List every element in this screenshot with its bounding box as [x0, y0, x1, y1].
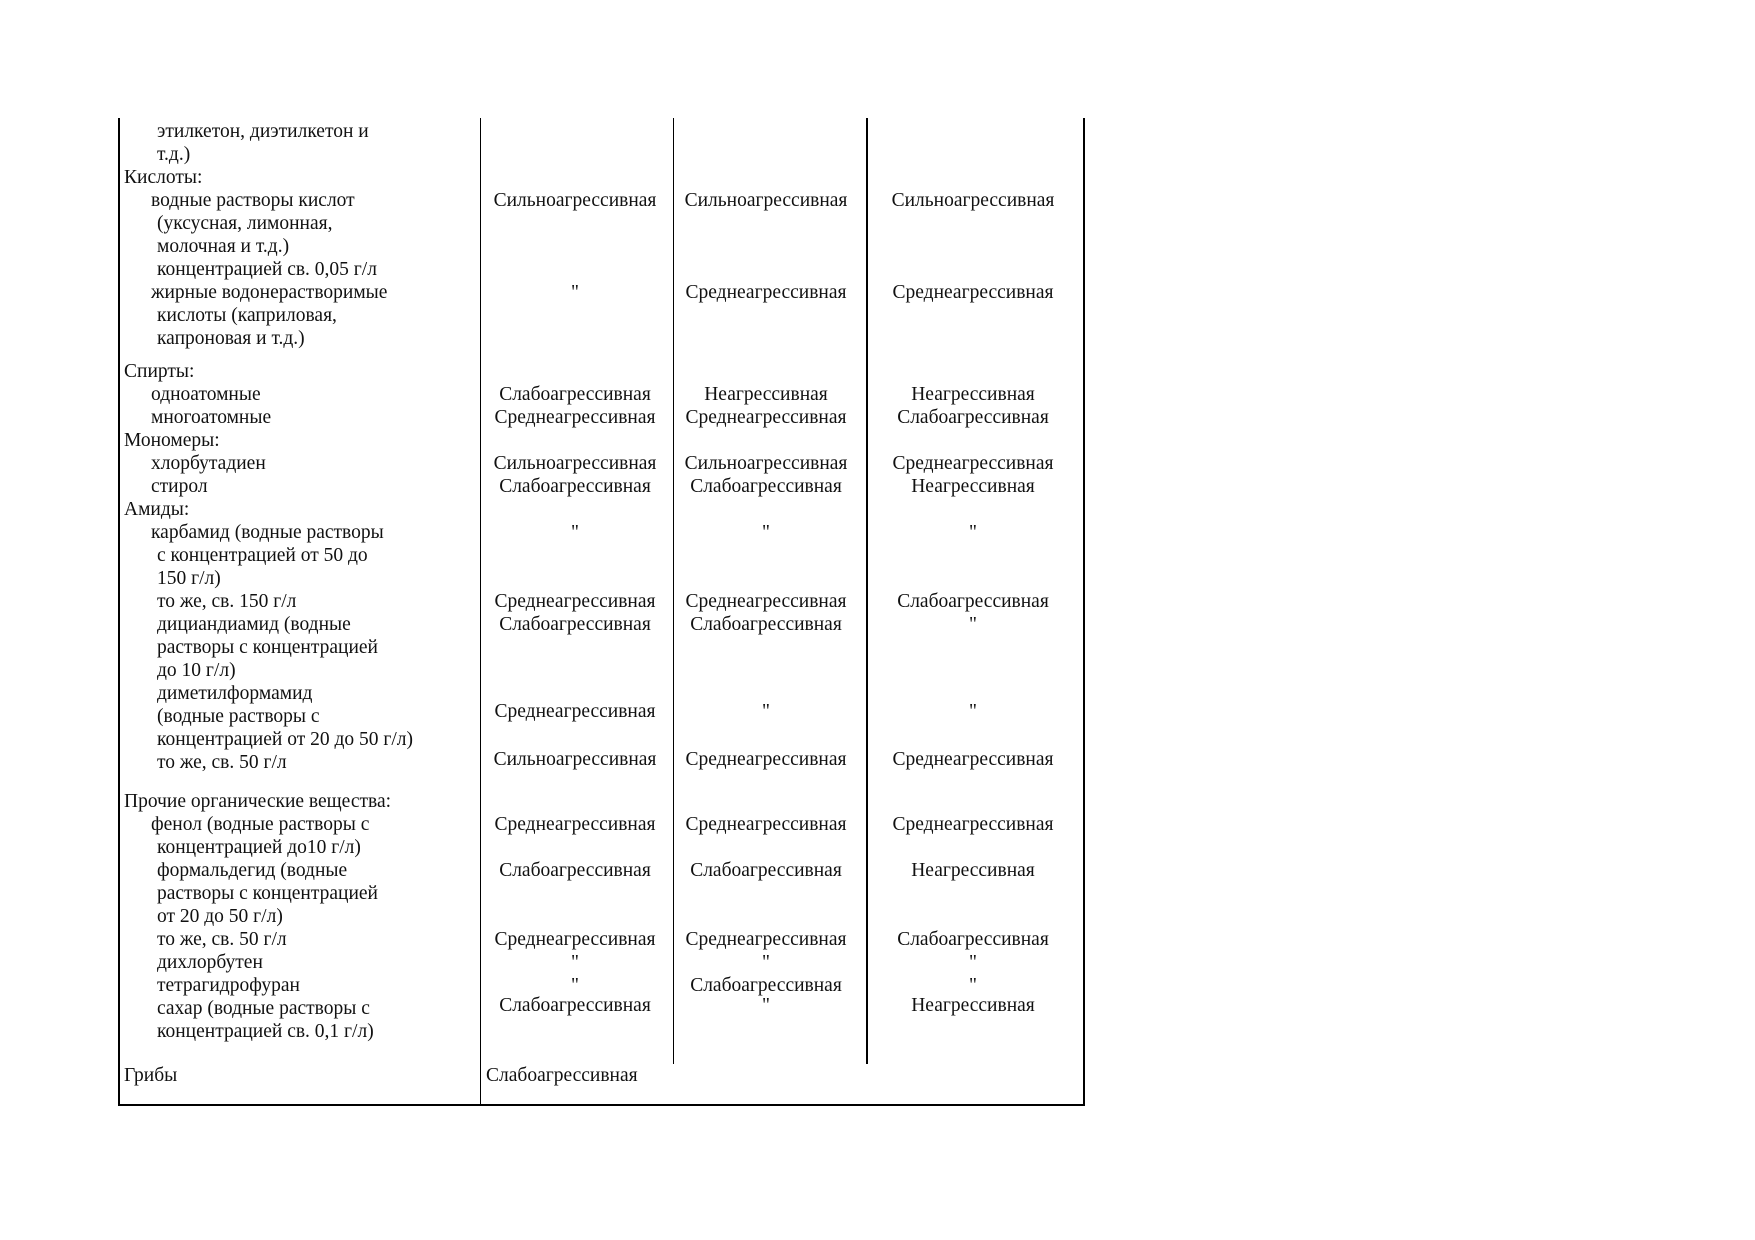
row-label: молочная и т.д.) — [157, 236, 290, 257]
aggressiveness-cell: Неагрессивная — [911, 384, 1035, 405]
aggressiveness-cell: " — [571, 282, 579, 303]
aggressiveness-cell: Сильноагрессивная — [493, 749, 657, 770]
aggressiveness-cell: Слабоагрессивная — [499, 995, 651, 1016]
aggressiveness-cell: Среднеагрессивная — [685, 407, 847, 428]
aggressiveness-cell: Среднеагрессивная — [685, 929, 847, 950]
aggressiveness-cell: " — [571, 975, 579, 996]
aggressiveness-cell: " — [762, 952, 770, 973]
aggressiveness-cell: Слабоагрессивная — [690, 860, 842, 881]
row-label: (водные растворы с — [157, 706, 320, 727]
row-label: тетрагидрофуран — [157, 975, 300, 996]
row-label: этилкетон, диэтилкетон и — [157, 121, 369, 142]
row-label: сахар (водные растворы с — [157, 998, 370, 1019]
row-label: растворы с концентрацией — [157, 883, 378, 904]
aggressiveness-cell: Сильноагрессивная — [684, 190, 848, 211]
aggressiveness-cell: Среднеагрессивная — [892, 814, 1054, 835]
row-label: Прочие органические вещества: — [124, 791, 392, 812]
row-label: стирол — [151, 476, 208, 497]
row-label: растворы с концентрацией — [157, 637, 378, 658]
row-label: хлорбутадиен — [151, 453, 266, 474]
row-label: дициандиамид (водные — [157, 614, 351, 635]
aggressiveness-cell: " — [762, 701, 770, 722]
aggressiveness-cell: " — [571, 952, 579, 973]
aggressiveness-cell: Среднеагрессивная — [685, 591, 847, 612]
aggressiveness-cell: Слабоагрессивная — [499, 614, 651, 635]
aggressiveness-cell: Среднеагрессивная — [685, 282, 847, 303]
aggressiveness-cell: Сильноагрессивная — [684, 453, 848, 474]
row-label: дихлорбутен — [157, 952, 263, 973]
aggressiveness-cell: " — [762, 522, 770, 543]
aggressiveness-cell: Среднеагрессивная — [892, 453, 1054, 474]
aggressiveness-cell: Среднеагрессивная — [892, 282, 1054, 303]
row-label: с концентрацией от 50 до — [157, 545, 368, 566]
table-left-border — [118, 118, 120, 1106]
final-row-value: Слабоагрессивная — [486, 1065, 638, 1086]
aggressiveness-cell: Слабоагрессивная — [897, 591, 1049, 612]
aggressiveness-cell: Неагрессивная — [704, 384, 828, 405]
aggressiveness-cell: Сильноагрессивная — [493, 453, 657, 474]
aggressiveness-cell: Среднеагрессивная — [494, 701, 656, 722]
column-divider-2 — [673, 118, 674, 1064]
aggressiveness-cell: " — [762, 995, 770, 1016]
row-label: жирные водонерастворимые — [151, 282, 388, 303]
aggressiveness-cell: " — [969, 701, 977, 722]
row-label: то же, св. 50 г/л — [157, 752, 287, 773]
aggressiveness-cell: Слабоагрессивная — [690, 476, 842, 497]
aggressiveness-cell: Среднеагрессивная — [494, 407, 656, 428]
row-label: водные растворы кислот — [151, 190, 355, 211]
table-bottom-border — [118, 1104, 1085, 1106]
row-label: то же, св. 50 г/л — [157, 929, 287, 950]
aggressiveness-cell: " — [969, 522, 977, 543]
aggressiveness-cell: Неагрессивная — [911, 860, 1035, 881]
row-label: концентрацией св. 0,05 г/л — [157, 259, 377, 280]
column-divider-1 — [480, 118, 481, 1106]
aggressiveness-cell: Слабоагрессивная — [499, 384, 651, 405]
table-right-border — [1083, 118, 1085, 1106]
row-label: многоатомные — [151, 407, 272, 428]
row-label: от 20 до 50 г/л) — [157, 906, 283, 927]
row-label: капроновая и т.д.) — [157, 328, 305, 349]
row-label: диметилформамид — [157, 683, 313, 704]
aggressiveness-cell: Слабоагрессивная — [499, 860, 651, 881]
row-label: одноатомные — [151, 384, 261, 405]
aggressiveness-cell: " — [969, 952, 977, 973]
row-label: карбамид (водные растворы — [151, 522, 384, 543]
aggressiveness-cell: Среднеагрессивная — [685, 749, 847, 770]
aggressiveness-cell: Среднеагрессивная — [494, 591, 656, 612]
row-label: Амиды: — [124, 499, 190, 520]
row-label: то же, св. 150 г/л — [157, 591, 297, 612]
aggressiveness-cell: " — [571, 522, 579, 543]
row-label: концентрацией до10 г/л) — [157, 837, 361, 858]
row-label: концентрацией св. 0,1 г/л) — [157, 1021, 374, 1042]
row-label: Кислоты: — [124, 167, 203, 188]
aggressiveness-cell: Среднеагрессивная — [685, 814, 847, 835]
aggressiveness-cell: Сильноагрессивная — [493, 190, 657, 211]
aggressiveness-cell: Сильноагрессивная — [891, 190, 1055, 211]
row-label: 150 г/л) — [157, 568, 221, 589]
aggressiveness-cell: Неагрессивная — [911, 476, 1035, 497]
aggressiveness-cell: Слабоагрессивная — [690, 975, 842, 996]
aggressiveness-cell: Слабоагрессивная — [897, 407, 1049, 428]
aggressiveness-cell: Слабоагрессивная — [690, 614, 842, 635]
aggressiveness-cell: Неагрессивная — [911, 995, 1035, 1016]
row-label: фенол (водные растворы с — [151, 814, 370, 835]
row-label: (уксусная, лимонная, — [157, 213, 333, 234]
aggressiveness-cell: Среднеагрессивная — [494, 929, 656, 950]
final-row-label: Грибы — [124, 1065, 178, 1086]
row-label: кислоты (каприловая, — [157, 305, 337, 326]
row-label: Спирты: — [124, 361, 195, 382]
row-label: т.д.) — [157, 144, 191, 165]
column-divider-3 — [866, 118, 868, 1064]
aggressiveness-cell: Среднеагрессивная — [494, 814, 656, 835]
aggressiveness-cell: Слабоагрессивная — [897, 929, 1049, 950]
aggressiveness-cell: " — [969, 975, 977, 996]
row-label: формальдегид (водные — [157, 860, 348, 881]
aggressiveness-cell: Слабоагрессивная — [499, 476, 651, 497]
row-label: концентрацией от 20 до 50 г/л) — [157, 729, 414, 750]
aggressiveness-cell: " — [969, 614, 977, 635]
row-label: до 10 г/л) — [157, 660, 236, 681]
aggressiveness-cell: Среднеагрессивная — [892, 749, 1054, 770]
row-label: Мономеры: — [124, 430, 220, 451]
